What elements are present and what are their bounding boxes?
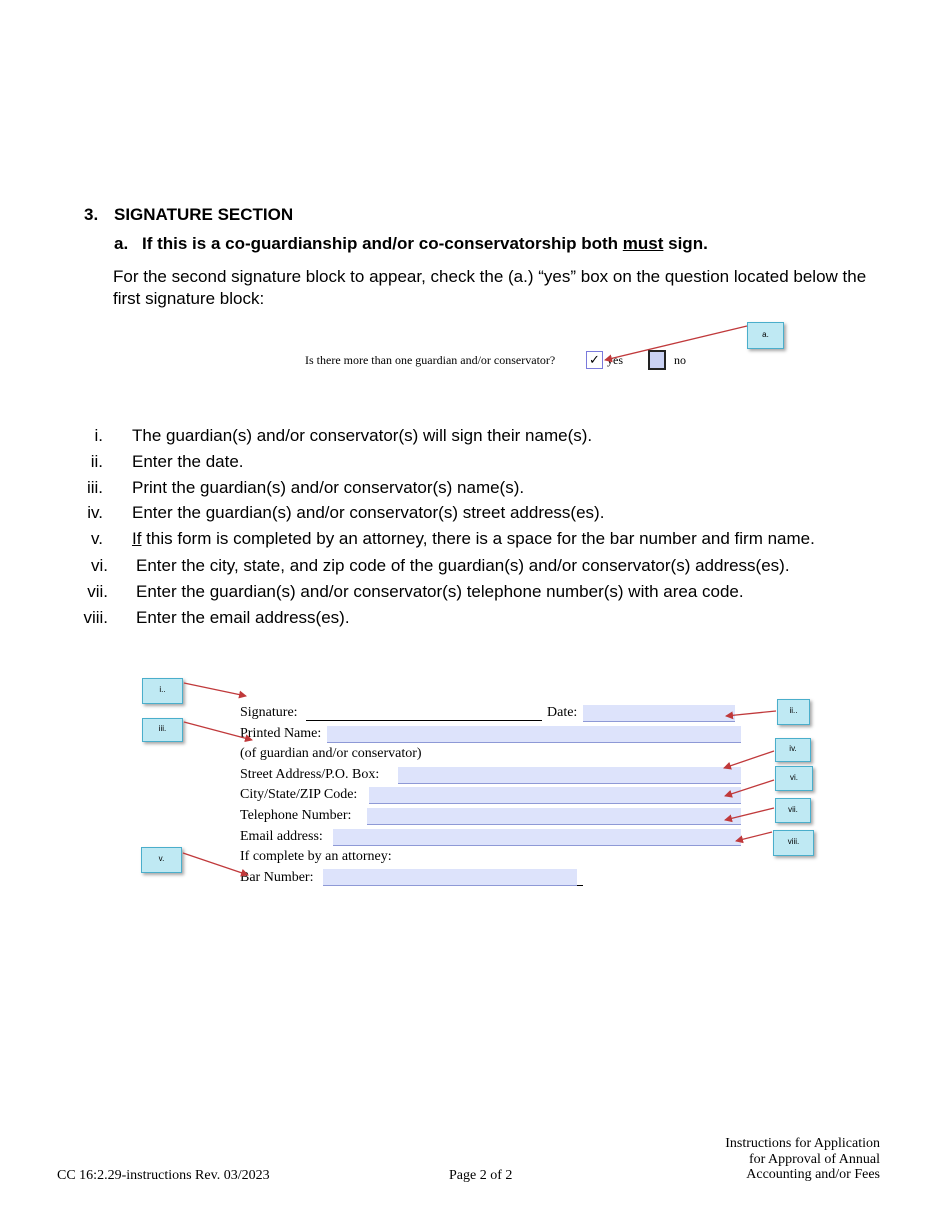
date-field[interactable] [583,705,735,722]
bar-number-field[interactable] [323,869,577,886]
no-label: no [674,353,686,367]
arrow-iv [724,751,774,768]
callout-ii: ii.. [777,699,810,725]
date-label: Date: [547,705,578,720]
step-text-part: this form is completed by an attorney, there is a space for the bar number and firm name. [141,529,815,548]
callout-i: i.. [142,678,183,704]
question-text: Is there more than one guardian and/or conservator? [305,353,556,367]
bar-number-line-end [577,869,583,886]
email-field[interactable] [333,829,741,846]
printed-name-label: Printed Name: [240,726,322,741]
step-text: Enter the city, state, and zip code of the guardian(s) and/or conservator(s) address(es). [136,556,790,575]
yes-checkbox[interactable] [586,351,603,369]
footer-title-line: for Approval of Annual [748,1151,880,1167]
callout-vii: vii. [775,798,811,823]
subsection-letter: a. [114,234,129,253]
footer-form-id: CC 16:2.29-instructions Rev. 03/2023 [57,1168,270,1183]
step-text-emphasis: If [132,529,142,548]
subsection-heading-part: sign. [663,234,708,253]
signature-line[interactable] [306,705,542,721]
step-text: Enter the date. [132,452,244,471]
city-label: City/State/ZIP Code: [240,787,358,802]
section-title: SIGNATURE SECTION [114,205,294,224]
callout-vi: vi. [775,766,813,791]
city-field[interactable] [369,787,741,804]
telephone-label: Telephone Number: [240,808,352,823]
step-text: Enter the email address(es). [136,608,350,627]
signature-label: Signature: [240,705,298,720]
arrow-viii [736,832,772,841]
step-number: iii. [86,478,103,497]
callout-viii: viii. [773,830,814,856]
footer-title-line: Instructions for Application [725,1136,880,1151]
step-number: vi. [91,556,108,575]
callout-a: a. [747,322,784,349]
yes-label: yes [607,353,623,367]
step-text: Enter the guardian(s) and/or conservator(s) telephone number(s) with area code. [136,582,744,601]
callout-iv: iv. [775,738,811,762]
step-number: ii. [90,452,103,471]
step-text: Enter the guardian(s) and/or conservator(s) street address(es). [132,503,605,522]
step-number: iv. [87,503,103,522]
footer-page-number: Page 2 of 2 [449,1168,513,1183]
footer-title-line: Accounting and/or Fees [746,1167,880,1182]
email-label: Email address: [240,829,323,844]
subsection-heading [142,234,708,254]
callout-iii: iii. [142,718,183,742]
footer-document-title [725,1136,880,1183]
intro-paragraph: For the second signature block to appear, check the (a.) “yes” box on the question located below the first signature block: [113,267,867,308]
check-icon: ✓ [589,352,600,367]
callout-v: v. [141,847,182,873]
street-field[interactable] [398,767,741,784]
no-checkbox[interactable] [648,350,666,370]
step-text: The guardian(s) and/or conservator(s) will sign their name(s). [132,426,593,445]
arrow-v [183,853,248,875]
printed-name-field[interactable] [327,726,741,743]
bar-number-label: Bar Number: [240,870,314,885]
subsection-heading-part: If this is a co-guardianship and/or co-conservatorship both [142,234,623,253]
of-guardian-label: (of guardian and/or conservator) [240,746,422,761]
attorney-label: If complete by an attorney: [240,849,392,864]
step-number: v. [91,529,103,548]
section-number: 3. [84,205,99,224]
step-number: i. [94,426,103,445]
step-number: viii. [83,608,108,627]
street-label: Street Address/P.O. Box: [240,767,380,782]
step-number: vii. [87,582,108,601]
step-text: Print the guardian(s) and/or conservator(s) name(s). [132,478,525,497]
step-text [132,529,815,549]
subsection-heading-emphasis: must [622,234,664,253]
arrow-i [184,683,246,696]
telephone-field[interactable] [367,808,741,825]
